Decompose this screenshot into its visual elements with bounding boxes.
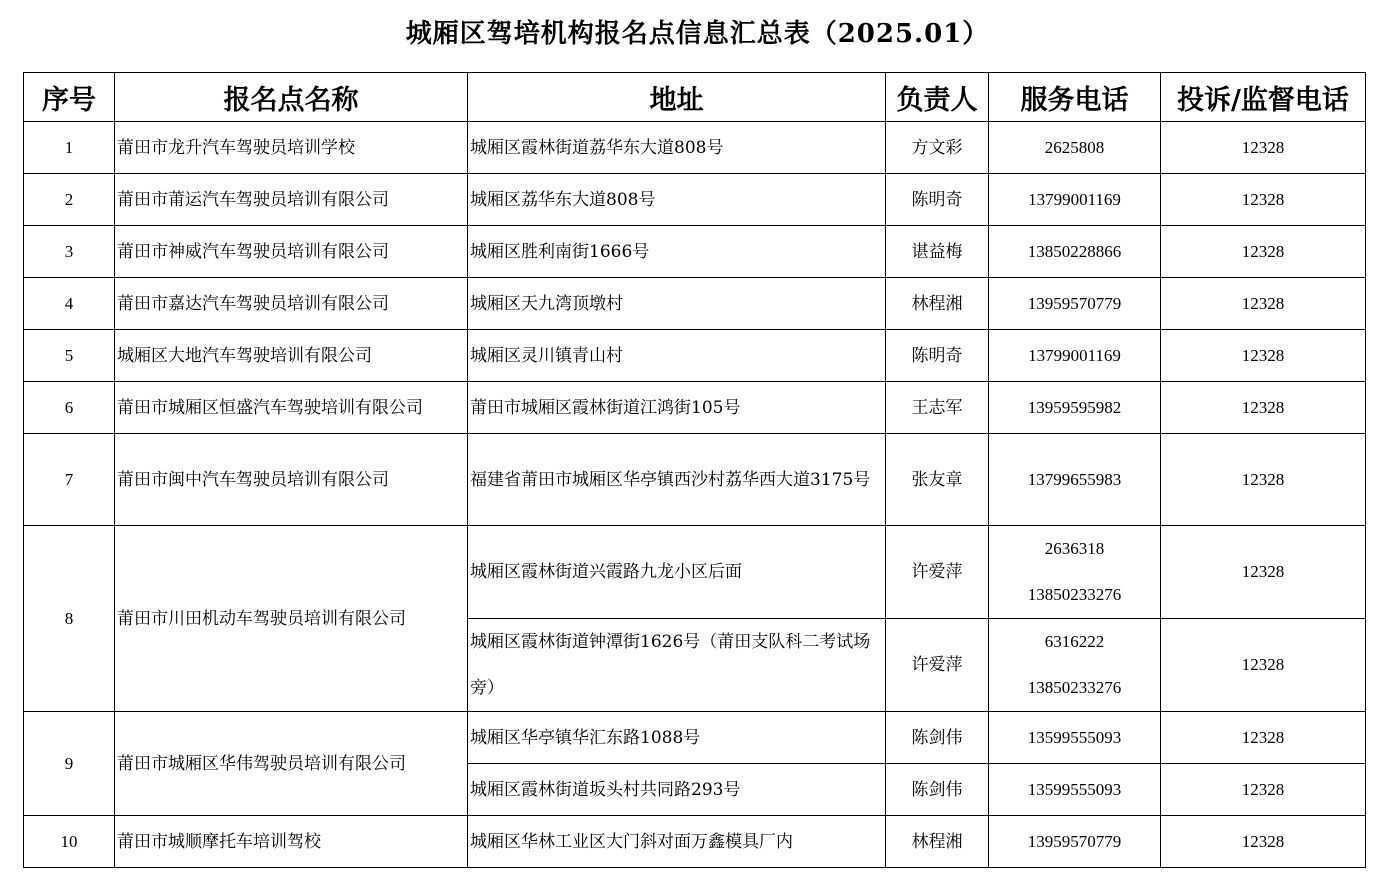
row-no: 4 xyxy=(24,278,115,330)
row-phone: 13599555093 xyxy=(989,764,1161,816)
header-no: 序号 xyxy=(24,73,115,122)
row-phone-line: 2636318 xyxy=(1044,539,1105,558)
table-row xyxy=(24,122,1366,174)
table-row xyxy=(24,174,1366,226)
row-no: 1 xyxy=(24,122,115,174)
row-no: 5 xyxy=(24,330,115,382)
row-address: 城厢区华亭镇华汇东路1088号 xyxy=(468,712,886,764)
row-address: 莆田市城厢区霞林街道江鸿街105号 xyxy=(468,382,886,434)
table-row xyxy=(24,226,1366,278)
row-complaint: 12328 xyxy=(1161,712,1366,764)
row-name: 莆田市闽中汽车驾驶员培训有限公司 xyxy=(115,434,468,526)
header-address: 地址 xyxy=(468,73,886,122)
row-phone-line: 13850233276 xyxy=(1027,678,1122,697)
row-complaint: 12328 xyxy=(1161,434,1366,526)
row-complaint: 12328 xyxy=(1161,278,1366,330)
row-phone: 13850228866 xyxy=(989,226,1161,278)
row-phone: 13799001169 xyxy=(989,174,1161,226)
row-complaint: 12328 xyxy=(1161,816,1366,868)
row-address: 城厢区胜利南街1666号 xyxy=(468,226,886,278)
row-no: 3 xyxy=(24,226,115,278)
row-person: 陈明奇 xyxy=(886,330,989,382)
row-address: 福建省莆田市城厢区华亭镇西沙村荔华西大道3175号 xyxy=(468,434,886,526)
row-phone: 2625808 xyxy=(989,122,1161,174)
row-person: 谌益梅 xyxy=(886,226,989,278)
table-row xyxy=(24,712,1366,764)
row-phone: 13959570779 xyxy=(989,816,1161,868)
row-person: 陈剑伟 xyxy=(886,712,989,764)
row-phone: 13959570779 xyxy=(989,278,1161,330)
row-no: 2 xyxy=(24,174,115,226)
row-person: 方文彩 xyxy=(886,122,989,174)
row-name: 莆田市神威汽车驾驶员培训有限公司 xyxy=(115,226,468,278)
table-row xyxy=(24,330,1366,382)
row-complaint: 12328 xyxy=(1161,619,1366,712)
row-phone-line: 13850233276 xyxy=(1027,585,1122,604)
row-phone: 13959595982 xyxy=(989,382,1161,434)
page-title: 城厢区驾培机构报名点信息汇总表（2025.01） xyxy=(405,19,990,49)
row-phone: 13799001169 xyxy=(989,330,1161,382)
row-person: 许爱萍 xyxy=(886,619,989,712)
row-complaint: 12328 xyxy=(1161,174,1366,226)
row-phone: 13599555093 xyxy=(989,712,1161,764)
row-no: 10 xyxy=(24,816,115,868)
row-person: 林程湘 xyxy=(886,816,989,868)
row-name: 莆田市嘉达汽车驾驶员培训有限公司 xyxy=(115,278,468,330)
table-row xyxy=(24,816,1366,868)
row-complaint: 12328 xyxy=(1161,526,1366,619)
row-complaint: 12328 xyxy=(1161,122,1366,174)
row-complaint: 12328 xyxy=(1161,226,1366,278)
row-address: 城厢区霞林街道荔华东大道808号 xyxy=(468,122,886,174)
row-address: 城厢区霞林街道钟潭街1626号（莆田支队科二考试场旁） xyxy=(468,619,886,712)
table-row xyxy=(24,434,1366,526)
row-no: 8 xyxy=(24,526,115,712)
row-no: 9 xyxy=(24,712,115,816)
header-person: 负责人 xyxy=(886,73,989,122)
row-phone-line: 6316222 xyxy=(1044,632,1105,651)
header-row xyxy=(24,73,1366,122)
row-no: 6 xyxy=(24,382,115,434)
row-phone xyxy=(989,526,1161,619)
row-person: 张友章 xyxy=(886,434,989,526)
row-person: 林程湘 xyxy=(886,278,989,330)
row-complaint: 12328 xyxy=(1161,330,1366,382)
row-name: 城厢区大地汽车驾驶培训有限公司 xyxy=(115,330,468,382)
row-name: 莆田市城厢区华伟驾驶员培训有限公司 xyxy=(115,712,468,816)
row-address: 城厢区华林工业区大门斜对面万鑫模具厂内 xyxy=(468,816,886,868)
row-person: 陈明奇 xyxy=(886,174,989,226)
row-phone: 13799655983 xyxy=(989,434,1161,526)
header-complaint-phone: 投诉/监督电话 xyxy=(1161,73,1366,122)
table-row xyxy=(24,382,1366,434)
header-name: 报名点名称 xyxy=(115,73,468,122)
row-name: 莆田市川田机动车驾驶员培训有限公司 xyxy=(115,526,468,712)
row-address: 城厢区霞林街道兴霞路九龙小区后面 xyxy=(468,526,886,619)
table-row xyxy=(24,278,1366,330)
row-complaint: 12328 xyxy=(1161,382,1366,434)
row-no: 7 xyxy=(24,434,115,526)
row-phone xyxy=(989,619,1161,712)
row-name: 莆田市城厢区恒盛汽车驾驶培训有限公司 xyxy=(115,382,468,434)
row-person: 陈剑伟 xyxy=(886,764,989,816)
row-name: 莆田市龙升汽车驾驶员培训学校 xyxy=(115,122,468,174)
row-address: 城厢区荔华东大道808号 xyxy=(468,174,886,226)
info-table xyxy=(23,72,1366,868)
row-address: 城厢区灵川镇青山村 xyxy=(468,330,886,382)
row-address: 城厢区霞林街道坂头村共同路293号 xyxy=(468,764,886,816)
header-service-phone: 服务电话 xyxy=(989,73,1161,122)
row-person: 许爱萍 xyxy=(886,526,989,619)
table-row xyxy=(24,526,1366,619)
row-person: 王志军 xyxy=(886,382,989,434)
row-name: 莆田市城顺摩托车培训驾校 xyxy=(115,816,468,868)
row-address: 城厢区天九湾顶墩村 xyxy=(468,278,886,330)
row-name: 莆田市莆运汽车驾驶员培训有限公司 xyxy=(115,174,468,226)
row-complaint: 12328 xyxy=(1161,764,1366,816)
